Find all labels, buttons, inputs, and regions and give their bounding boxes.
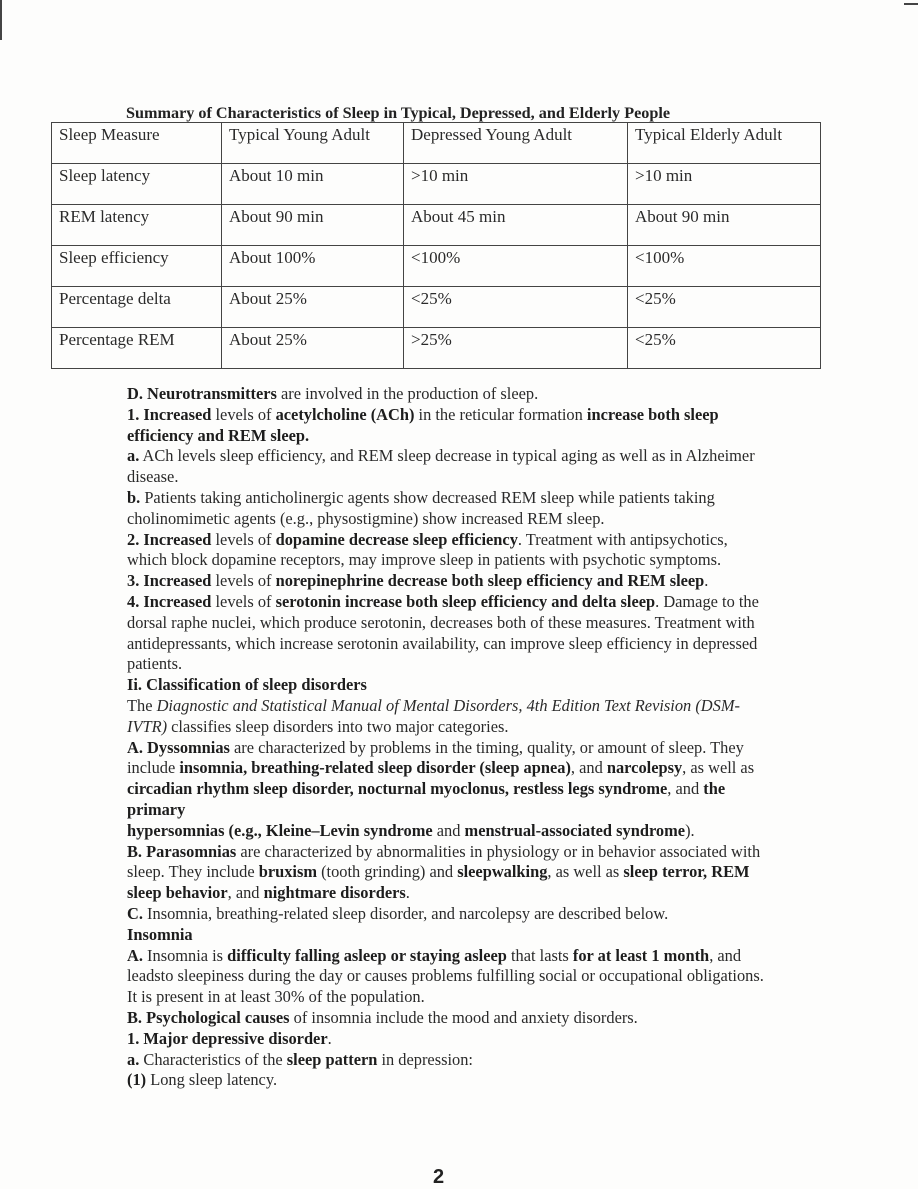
paragraph — [127, 1008, 767, 1029]
text-run: levels of — [211, 571, 276, 591]
paragraph — [127, 405, 767, 447]
paragraph — [127, 738, 767, 821]
text-run: levels of — [211, 404, 276, 424]
text-run: Insomnia, breathing-related sleep disorder, and narcolepsy are described below. — [142, 903, 669, 923]
table-cell: Sleep efficiency — [52, 246, 222, 287]
text-run: circadian rhythm sleep disorder, nocturnal myoclonus, restless legs syndrome — [127, 779, 668, 799]
text-run: The — [127, 695, 157, 715]
text-run: , and — [570, 758, 607, 778]
text-run: in depression: — [377, 1049, 473, 1069]
scan-edge-left — [0, 0, 2, 40]
table-cell: Sleep latency — [52, 164, 222, 205]
text-run: 1. Increased — [127, 404, 212, 424]
text-run: hypersomnias (e.g., Kleine–Levin syndrome — [127, 820, 433, 840]
table-cell: About 10 min — [222, 164, 404, 205]
text-run: classifies sleep disorders into two major categories. — [167, 716, 509, 736]
table-caption: Summary of Characteristics of Sleep in Typical, Depressed, and Elderly People — [126, 104, 671, 122]
text-run: ). — [685, 820, 695, 840]
paragraph — [127, 592, 767, 675]
paragraph — [127, 696, 767, 738]
text-run: (tooth grinding) and — [317, 862, 458, 882]
table-cell: <25% — [628, 287, 821, 328]
table-header-row — [52, 123, 821, 164]
paragraph — [127, 1070, 767, 1091]
table-cell: >10 min — [628, 164, 821, 205]
page-number: 2 — [433, 1166, 445, 1188]
paragraph — [127, 821, 767, 842]
text-run: sleepwalking — [457, 862, 548, 882]
paragraph — [127, 446, 767, 488]
text-run: , and — [227, 883, 264, 903]
paragraph — [127, 530, 767, 572]
text-run: . — [704, 571, 709, 591]
text-run: Insomnia is — [142, 945, 228, 965]
text-run: acetylcholine (ACh) — [275, 404, 415, 424]
table-row — [52, 287, 821, 328]
table-cell: <100% — [404, 246, 628, 287]
text-run: are involved in the production of sleep. — [276, 384, 539, 403]
text-run: increase both sleep efficiency and REM sleep. — [127, 404, 719, 445]
text-run: levels of — [211, 591, 276, 611]
text-run: A. Dyssomnias — [127, 737, 230, 757]
text-run: and — [432, 820, 465, 840]
text-run: for at least 1 month — [572, 945, 710, 965]
paragraph — [127, 946, 767, 1008]
text-run: 3. Increased — [127, 571, 212, 591]
text-run: bruxism — [258, 862, 317, 882]
table-cell: About 25% — [222, 287, 404, 328]
table-cell: About 90 min — [628, 205, 821, 246]
text-run: are characterized by abnormalities in physiology or in behavior associated with sleep. They include — [127, 841, 761, 882]
text-run: , and leadsto sleepiness during the day or causes problems fulfilling social or occupational obligations. It is present in at least 30% of the population. — [127, 945, 764, 1007]
table-header-cell: Typical Elderly Adult — [628, 123, 821, 164]
text-run: Long sleep latency. — [146, 1070, 278, 1090]
text-run: Diagnostic and Statistical Manual of Mental Disorders, 4th Edition Text Revision (DSM-IVTR) — [127, 695, 740, 736]
text-run: 1. Major depressive disorder — [127, 1028, 328, 1048]
paragraph — [127, 925, 767, 946]
text-run: Insomnia — [127, 924, 193, 944]
text-run: menstrual-associated syndrome — [464, 820, 686, 840]
text-run: D. Neurotransmitters — [127, 384, 277, 403]
text-run: 4. Increased — [127, 591, 212, 611]
text-run: . Damage to the dorsal raphe nuclei, which produce serotonin, decreases both of these measures. Treatment with antidepressants, which increase serotonin availability, can improve sleep efficiency in depressed patients. — [127, 591, 759, 674]
text-run: in the reticular formation — [414, 404, 587, 424]
paragraph — [127, 842, 767, 904]
text-run: narcolepsy — [606, 758, 683, 778]
text-run: difficulty falling asleep or staying asleep — [227, 945, 507, 965]
text-run: are characterized by problems in the timing, quality, or amount of sleep. They include — [127, 737, 744, 778]
table-cell: About 25% — [222, 328, 404, 369]
text-run: B. Parasomnias — [127, 841, 237, 861]
text-run: , as well as — [682, 758, 755, 778]
text-run: Patients taking anticholinergic agents show decreased REM sleep while patients taking cholinomimetic agents (e.g., physostigmine) show increased REM sleep. — [127, 487, 715, 528]
text-run: Ii. Classification of sleep disorders — [127, 675, 367, 695]
text-run: nightmare disorders — [263, 883, 406, 903]
table-header-cell: Depressed Young Adult — [404, 123, 628, 164]
text-run: , as well as — [547, 862, 624, 882]
text-run: the primary — [127, 779, 726, 819]
text-run: B. Psychological causes — [127, 1007, 290, 1027]
body-text — [127, 384, 767, 1091]
paragraph — [127, 571, 767, 592]
text-run: 2. Increased — [127, 529, 212, 549]
table-cell: About 90 min — [222, 205, 404, 246]
table-cell: <100% — [628, 246, 821, 287]
text-run: levels of — [211, 529, 276, 549]
table-row — [52, 164, 821, 205]
text-run: , and — [667, 779, 704, 799]
text-run: A. — [127, 945, 143, 965]
text-run: C. — [127, 903, 143, 923]
text-run: . — [327, 1028, 332, 1048]
text-run: a. — [127, 446, 140, 466]
text-run: dopamine decrease sleep efficiency — [275, 529, 518, 549]
table-cell: REM latency — [52, 205, 222, 246]
table-cell: >10 min — [404, 164, 628, 205]
paragraph — [127, 675, 767, 696]
table-row — [52, 205, 821, 246]
text-run: insomnia, breathing-related sleep disorder (sleep apnea) — [179, 758, 571, 778]
text-run: (1) — [127, 1070, 147, 1090]
table-cell: About 45 min — [404, 205, 628, 246]
table-cell: >25% — [404, 328, 628, 369]
text-run: ACh levels sleep efficiency, and REM sleep decrease in typical aging as well as in Alzheimer disease. — [127, 446, 755, 487]
text-run: of insomnia include the mood and anxiety disorders. — [289, 1007, 638, 1027]
text-run: . Treatment with antipsychotics, which block dopamine receptors, may improve sleep in patients with psychotic symptoms. — [127, 529, 728, 570]
text-run: a. — [127, 1049, 140, 1069]
paragraph — [127, 384, 767, 405]
text-run: sleep terror, REM sleep behavior — [127, 862, 750, 903]
text-run: sleep pattern — [286, 1049, 378, 1069]
table-row — [52, 246, 821, 287]
paragraph — [127, 488, 767, 530]
scan-edge-right — [904, 3, 918, 5]
text-run: serotonin increase both sleep efficiency and delta sleep — [275, 591, 656, 611]
table-cell: <25% — [628, 328, 821, 369]
paragraph — [127, 904, 767, 925]
table-header-cell: Typical Young Adult — [222, 123, 404, 164]
paragraph — [127, 1029, 767, 1050]
sleep-characteristics-table — [51, 122, 821, 369]
text-run: b. — [127, 487, 141, 507]
table-cell: About 100% — [222, 246, 404, 287]
text-run: . — [405, 883, 410, 903]
text-run: Characteristics of the — [139, 1049, 287, 1069]
table-cell: <25% — [404, 287, 628, 328]
table-cell: Percentage delta — [52, 287, 222, 328]
table-row — [52, 328, 821, 369]
table-header-cell: Sleep Measure — [52, 123, 222, 164]
paragraph — [127, 1050, 767, 1071]
text-run: that lasts — [506, 945, 573, 965]
table-cell: Percentage REM — [52, 328, 222, 369]
text-run: norepinephrine decrease both sleep efficiency and REM sleep — [275, 571, 705, 591]
